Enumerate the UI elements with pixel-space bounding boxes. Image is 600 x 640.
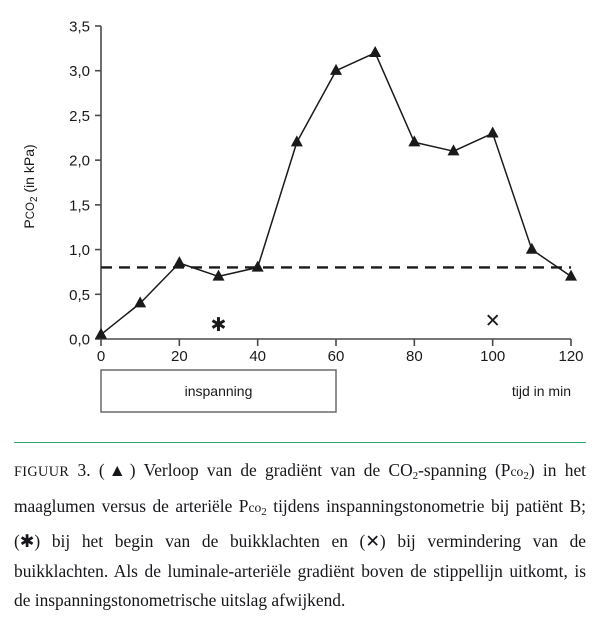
exercise-period-label: inspanning [184, 383, 253, 399]
data-point-marker [565, 270, 577, 281]
y-axis-title-co: CO [25, 202, 37, 220]
y-axis-tick-label: 3,0 [69, 63, 90, 81]
y-axis-title-subscript: 2 [29, 196, 40, 203]
asterisk-annotation-icon: ✱ [210, 315, 227, 336]
caption-text-2: -spanning (P [418, 460, 511, 480]
caption-text-1: (▲) Verloop van de gradiënt van de CO [98, 460, 413, 480]
y-axis-tick-label: 1,0 [69, 242, 90, 260]
data-point-marker [252, 261, 264, 272]
data-point-marker [291, 135, 303, 146]
y-axis-title-units: (in kPa) [21, 144, 37, 197]
x-axis-name-label: tijd in min [511, 383, 571, 399]
cross-annotation-icon: ✕ [484, 311, 501, 332]
caption-prefix: FIGUUR [14, 464, 70, 480]
caption-smallcaps-1: co [510, 464, 524, 479]
caption-number: 3. [77, 460, 91, 480]
x-axis-tick-label: 0 [96, 348, 106, 365]
y-axis-tick-label: 3,5 [69, 18, 90, 36]
y-axis-tick-label: 1,5 [69, 197, 90, 215]
y-axis-title-text [21, 144, 40, 228]
y-axis-tick-label: 0,0 [69, 331, 90, 349]
data-point-marker [526, 243, 538, 254]
data-point-marker [408, 135, 420, 146]
y-axis-tick-label: 2,0 [69, 152, 90, 170]
figure-caption [14, 456, 586, 616]
caption-sub-3: 2 [261, 505, 267, 518]
x-axis-tick-label: 20 [170, 348, 188, 365]
x-axis-tick-label: 40 [249, 348, 267, 365]
caption-smallcaps-2: co [248, 499, 262, 515]
data-point-marker [95, 328, 107, 339]
y-axis-tick-label: 0,5 [69, 286, 90, 304]
x-axis-tick-label: 100 [480, 348, 506, 365]
x-axis-tick-label: 80 [405, 348, 423, 365]
caption-sub-1: 2 [412, 470, 419, 482]
x-axis-tick-label: 120 [558, 348, 584, 365]
y-axis-title-p: P [21, 219, 37, 229]
caption-text-4: tijdens inspanningstonometrie bij patiënt B; (✱) bij het begin van de buikklachten en (✕) bij vermindering van de buikklachten. Als de luminale-arteriële gradiënt boven de stippellijn uitkomt, is de inspanningstonometrische uitslag afwijkend. [14, 495, 587, 610]
caption-text-3: ) in het maaglumen versus de arteriële P [14, 460, 586, 516]
data-point-marker [487, 126, 499, 137]
data-line [101, 53, 571, 335]
caption-sub-2: 2 [523, 470, 529, 482]
x-axis-tick-label: 60 [327, 348, 345, 365]
y-axis-title [21, 144, 40, 228]
caption-divider [14, 442, 586, 443]
data-point-marker [369, 46, 381, 57]
data-point-marker [173, 256, 185, 267]
y-axis-tick-label: 2,5 [69, 107, 90, 125]
